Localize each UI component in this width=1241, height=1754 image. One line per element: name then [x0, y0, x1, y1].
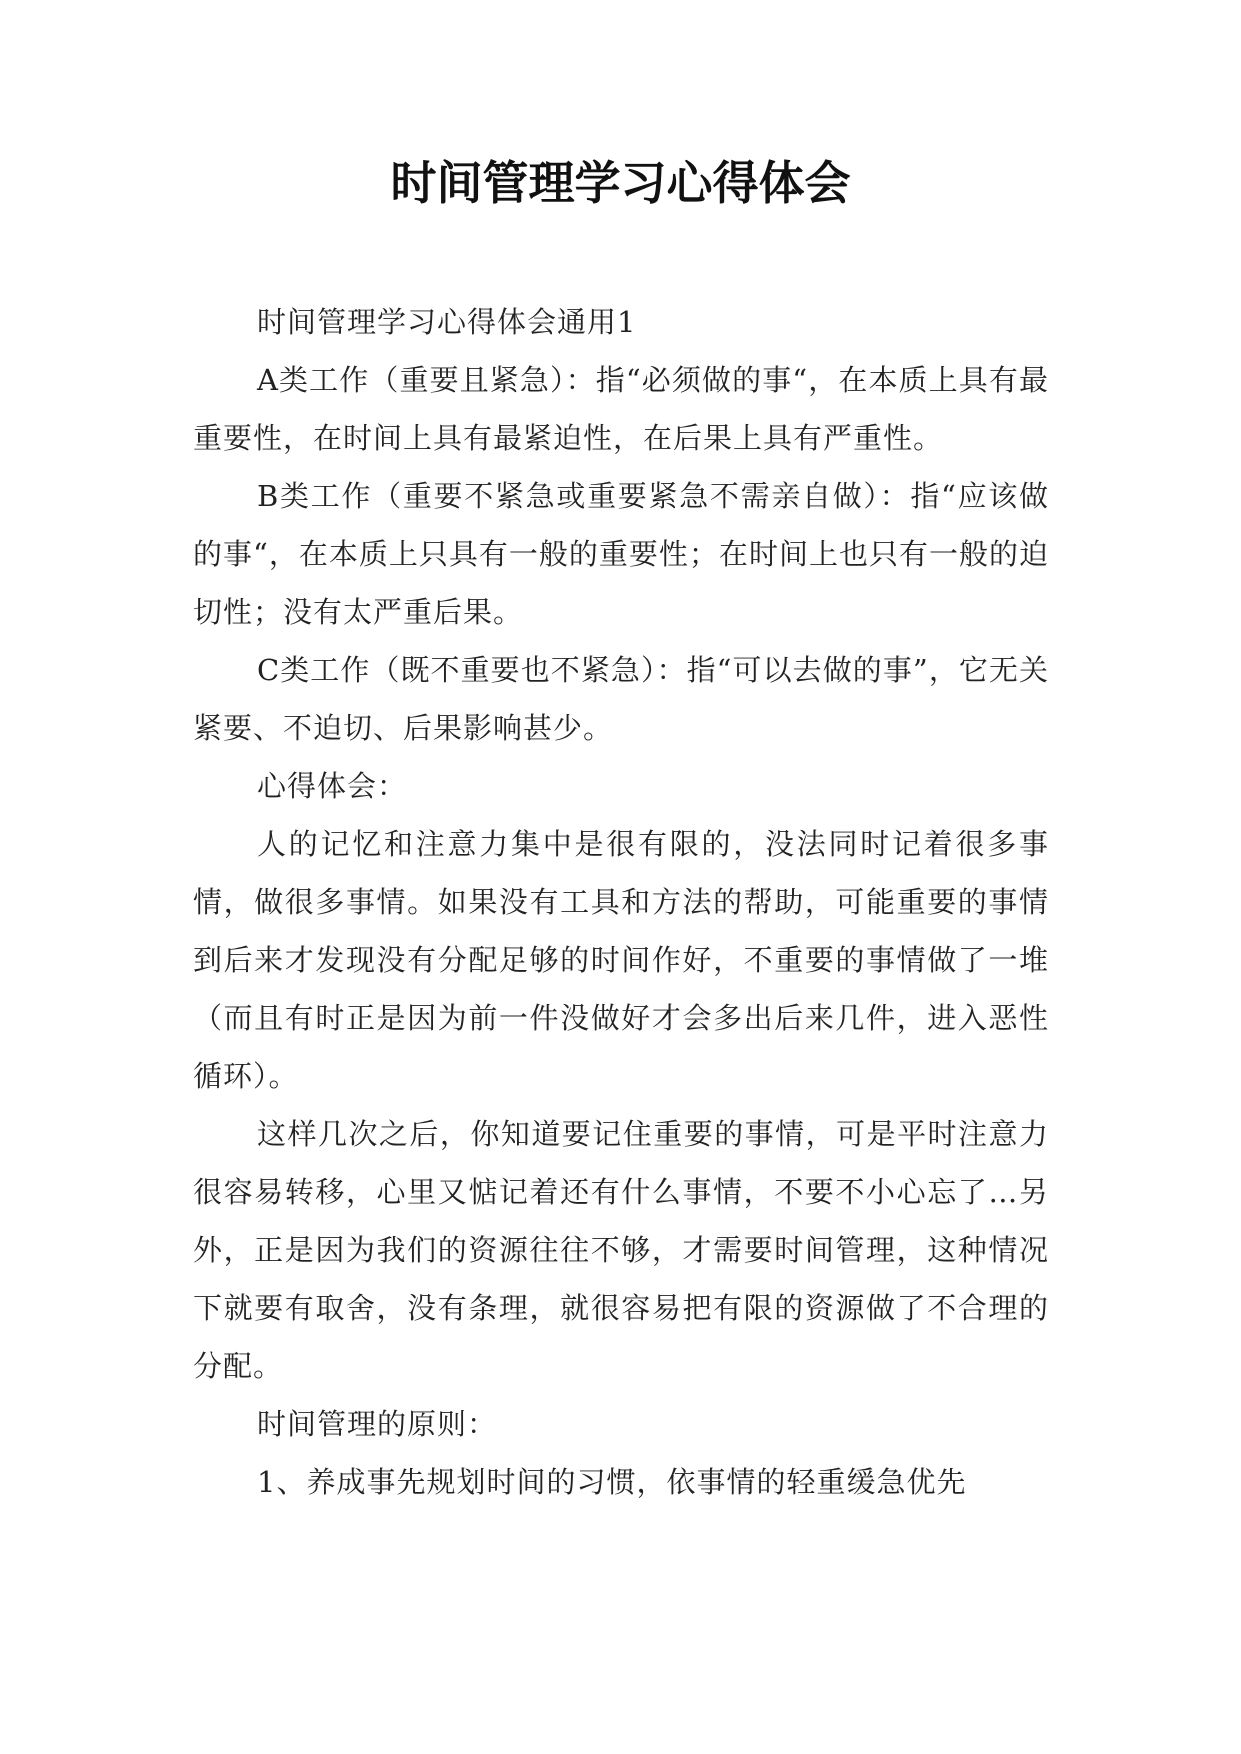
paragraph-class-b: B类工作（重要不紧急或重要紧急不需亲自做）：指“应该做的事“，在本质上只具有一般的重要性；在时间上也只有一般的迫切性；没有太严重后果。 [193, 479, 1049, 629]
paragraph-principles-heading: 时间管理的原则： [257, 1407, 498, 1441]
paragraph-memory: 人的记忆和注意力集中是很有限的，没法同时记着很多事情，做很多事情。如果没有工具和方法的帮助，可能重要的事情到后来才发现没有分配足够的时间作好，不重要的事情做了一堆（而且有时正是因为前一件没做好才会多出后来几件，进入恶性循环）。 [193, 827, 1049, 1093]
paragraph-attention: 这样几次之后，你知道要记住重要的事情，可是平时注意力很容易转移，心里又惦记着还有什么事情，不要不小心忘了…另外，正是因为我们的资源往往不够，才需要时间管理，这种情况下就要有取舍，没有条理，就很容易把有限的资源做了不合理的分配。 [193, 1117, 1049, 1383]
document-body [193, 293, 1049, 1511]
document-title: 时间管理学习心得体会 [390, 156, 851, 210]
paragraph-insight-heading: 心得体会： [257, 769, 408, 803]
paragraph-subtitle: 时间管理学习心得体会通用1 [257, 305, 637, 339]
paragraph-class-c: C类工作（既不重要也不紧急）：指“可以去做的事”，它无关紧要、不迫切、后果影响甚少。 [193, 653, 1049, 745]
paragraph-principle-1: 1、养成事先规划时间的习惯，依事情的轻重缓急优先 [257, 1465, 967, 1499]
paragraph-class-a: A类工作（重要且紧急）：指“必须做的事“，在本质上具有最重要性，在时间上具有最紧迫性，在后果上具有严重性。 [193, 363, 1049, 455]
